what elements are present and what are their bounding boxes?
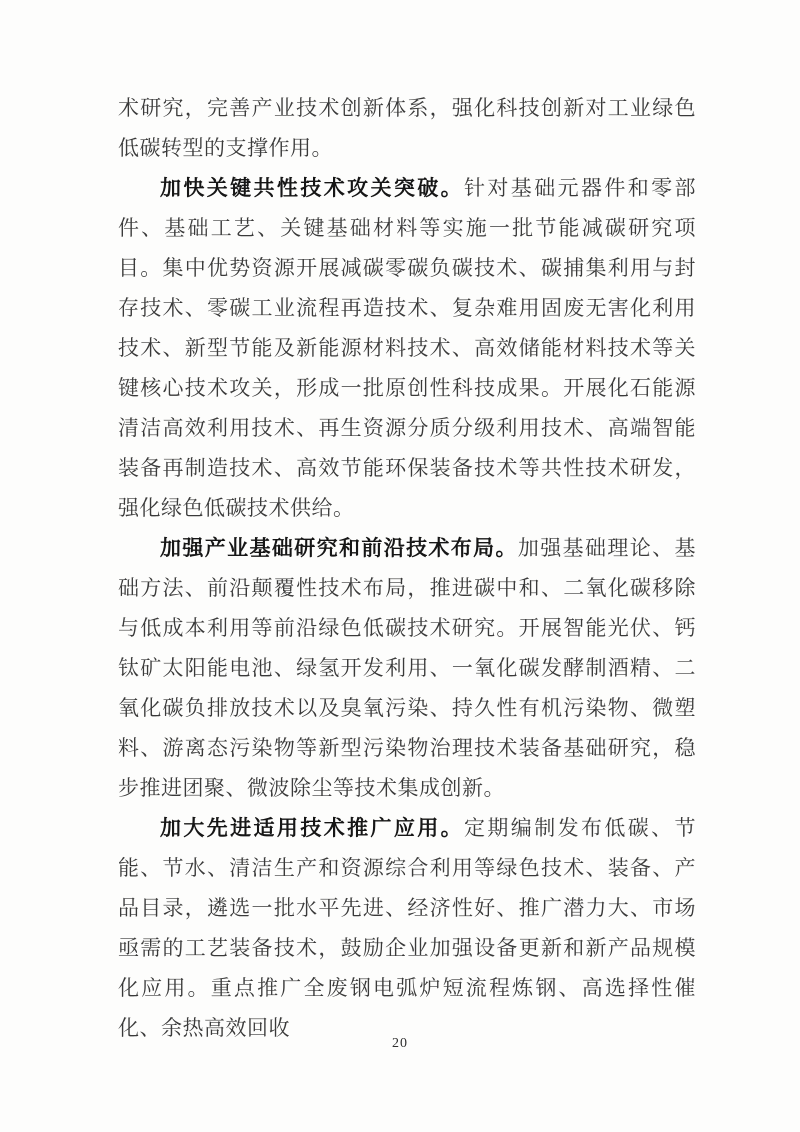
document-body xyxy=(118,88,696,1048)
paragraph: 术研究，完善产业技术创新体系，强化科技创新对工业绿色低碳转型的支撑作用。 xyxy=(118,96,696,160)
paragraph: 加强产业基础研究和前沿技术布局。加强基础理论、基础方法、前沿颠覆性技术布局，推进碳中和、二氧化碳移除与低成本利用等前沿绿色低碳技术研究。开展智能光伏、钙钛矿太阳能电池、绿氢开发利用、一氧化碳发酵制酒精、二氧化碳负排放技术以及臭氧污染、持久性有机污染物、微塑料、游离态污染物等新型污染物治理技术装备基础研究，稳步推进团聚、微波除尘等技术集成创新。 xyxy=(118,536,697,800)
paragraph-lead: 加强产业基础研究和前沿技术布局。 xyxy=(160,536,518,560)
paragraph: 加快关键共性技术攻关突破。针对基础元器件和零部件、基础工艺、关键基础材料等实施一批节能减碳研究项目。集中优势资源开展减碳零碳负碳技术、碳捕集利用与封存技术、零碳工业流程再造技术、复杂难用固废无害化利用技术、新型节能及新能源材料技术、高效储能材料技术等关键核心技术攻关，形成一批原创性科技成果。开展化石能源清洁高效利用技术、再生资源分质分级利用技术、高端智能装备再制造技术、高效节能环保装备技术等共性技术研发，强化绿色低碳技术供给。 xyxy=(118,176,697,520)
paragraph-lead: 加大先进适用技术推广应用。 xyxy=(160,816,465,840)
page-number: 20 xyxy=(392,1036,408,1051)
paragraph-lead: 加快关键共性技术攻关突破。 xyxy=(160,176,465,200)
paragraph: 加大先进适用技术推广应用。定期编制发布低碳、节能、节水、清洁生产和资源综合利用等绿色技术、装备、产品目录，遴选一批水平先进、经济性好、推广潜力大、市场亟需的工艺装备技术，鼓励企业加强设备更新和新产品规模化应用。重点推广全废钢电弧炉短流程炼钢、高选择性催化、余热高效回收 xyxy=(118,816,697,1040)
